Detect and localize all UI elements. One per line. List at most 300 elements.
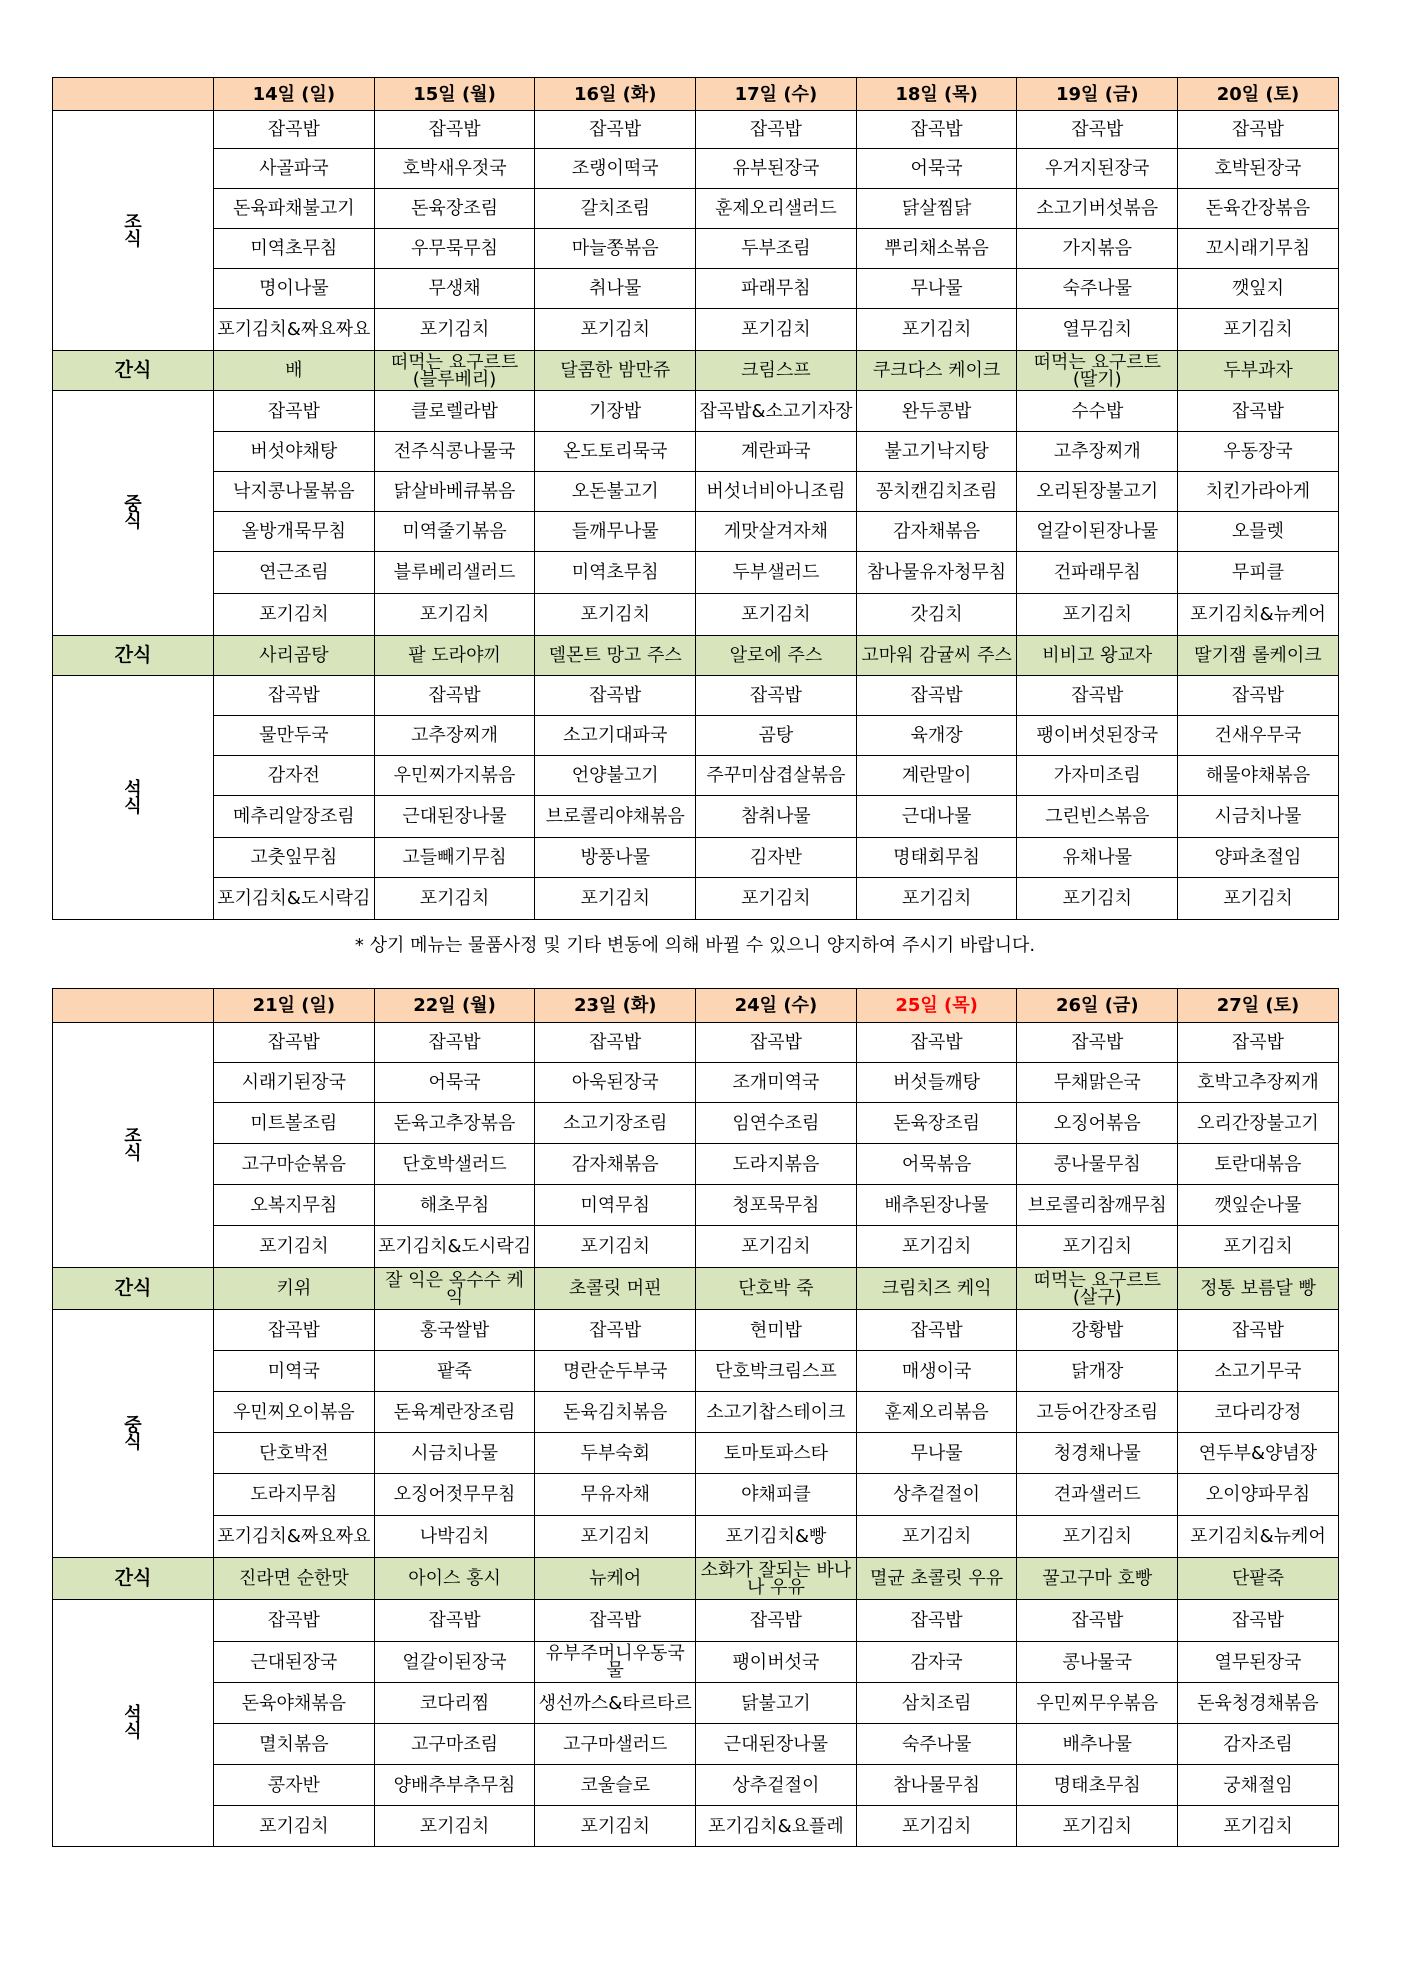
lunch-row xyxy=(53,1310,1339,1351)
snack-item: 뉴케어 xyxy=(535,1558,696,1600)
menu-item: 열무된장국 xyxy=(1178,1642,1339,1683)
lunch-row xyxy=(53,1351,1339,1392)
snack-item: 딸기잼 롤케이크 xyxy=(1178,636,1339,676)
menu-item: 김자반 xyxy=(696,838,857,878)
menu-item: 잡곡밥 xyxy=(535,1310,696,1351)
day-header: 19일 (금) xyxy=(1017,78,1178,111)
lunch-row xyxy=(53,1516,1339,1558)
menu-item: 명태회무침 xyxy=(856,838,1017,878)
menu-item: 어묵국 xyxy=(374,1063,535,1103)
menu-item: 고추장찌개 xyxy=(374,716,535,756)
menu-item: 근대된장나물 xyxy=(696,1724,857,1765)
menu-item: 돈육고추장볶음 xyxy=(374,1103,535,1144)
day-header: 24일 (수) xyxy=(696,989,857,1023)
menu-item: 오리간장불고기 xyxy=(1178,1103,1339,1144)
menu-item: 포기김치 xyxy=(535,1226,696,1268)
menu-item: 닭살찜닭 xyxy=(856,189,1017,229)
menu-item: 두부숙회 xyxy=(535,1433,696,1474)
menu-item: 미역국 xyxy=(214,1351,375,1392)
menu-item: 잡곡밥&소고기자장 xyxy=(696,391,857,432)
menu-item: 주꾸미삼겹살볶음 xyxy=(696,756,857,796)
menu-item: 미역줄기볶음 xyxy=(374,512,535,552)
lunch-row xyxy=(53,512,1339,552)
menu-item: 잡곡밥 xyxy=(535,111,696,149)
snack-item: 멸균 초콜릿 우유 xyxy=(856,1558,1017,1600)
menu-item: 해물야채볶음 xyxy=(1178,756,1339,796)
menu-item: 연두부&양념장 xyxy=(1178,1433,1339,1474)
menu-item: 포기김치 xyxy=(696,594,857,636)
snack-item: 고마워 감귤씨 주스 xyxy=(856,636,1017,676)
dinner-row xyxy=(53,1642,1339,1683)
menu-item: 돈육김치볶음 xyxy=(535,1392,696,1433)
menu-item: 생선까스&타르타르 xyxy=(535,1683,696,1724)
snack-item: 떠먹는 요구르트 (블루베리) xyxy=(374,351,535,391)
menu-item: 브로콜리참깨무침 xyxy=(1017,1185,1178,1226)
snack-label: 간식 xyxy=(53,1268,214,1310)
menu-item: 미역초무침 xyxy=(535,552,696,594)
menu-item: 깻잎순나물 xyxy=(1178,1185,1339,1226)
menu-item: 취나물 xyxy=(535,269,696,309)
menu-item: 상추겉절이 xyxy=(696,1765,857,1806)
menu-item: 닭개장 xyxy=(1017,1351,1178,1392)
menu-item: 유채나물 xyxy=(1017,838,1178,878)
menu-item: 포기김치 xyxy=(696,309,857,351)
day-header-row xyxy=(53,78,1339,111)
menu-item: 삼치조림 xyxy=(856,1683,1017,1724)
menu-item: 청포묵무침 xyxy=(696,1185,857,1226)
menu-item: 야채피클 xyxy=(696,1474,857,1516)
menu-item: 돈육파채불고기 xyxy=(214,189,375,229)
menu-item: 닭불고기 xyxy=(696,1683,857,1724)
menu-item: 잡곡밥 xyxy=(214,1023,375,1063)
menu-item: 홍국쌀밥 xyxy=(374,1310,535,1351)
lunch-row xyxy=(53,391,1339,432)
menu-item: 도라지볶음 xyxy=(696,1144,857,1185)
snack-item: 아이스 홍시 xyxy=(374,1558,535,1600)
menu-item: 돈육계란장조림 xyxy=(374,1392,535,1433)
menu-item: 시금치나물 xyxy=(1178,796,1339,838)
day-header: 18일 (목) xyxy=(856,78,1017,111)
breakfast-row xyxy=(53,1103,1339,1144)
snack-item: 배 xyxy=(214,351,375,391)
menu-item: 방풍나물 xyxy=(535,838,696,878)
header-corner xyxy=(53,78,214,111)
menu-item: 오리된장불고기 xyxy=(1017,472,1178,512)
lunch-row xyxy=(53,472,1339,512)
menu-item: 팽이버섯국 xyxy=(696,1642,857,1683)
menu-item: 숙주나물 xyxy=(856,1724,1017,1765)
menu-item: 잡곡밥 xyxy=(1178,676,1339,716)
menu-item: 고춧잎무침 xyxy=(214,838,375,878)
menu-item: 소고기대파국 xyxy=(535,716,696,756)
snack-item: 정통 보름달 빵 xyxy=(1178,1268,1339,1310)
menu-item: 미역무침 xyxy=(535,1185,696,1226)
menu-item: 잡곡밥 xyxy=(374,1600,535,1642)
menu-item: 포기김치&도시락김 xyxy=(214,878,375,920)
menu-item: 견과샐러드 xyxy=(1017,1474,1178,1516)
breakfast-row xyxy=(53,1185,1339,1226)
menu-item: 포기김치 xyxy=(535,594,696,636)
menu-item: 포기김치 xyxy=(856,1516,1017,1558)
menu-item: 잡곡밥 xyxy=(535,1023,696,1063)
snack-item: 진라면 순한맛 xyxy=(214,1558,375,1600)
dinner-label: 석 식 xyxy=(53,676,214,920)
menu-item: 가자미조림 xyxy=(1017,756,1178,796)
menu-item: 멸치볶음 xyxy=(214,1724,375,1765)
menu-item: 포기김치 xyxy=(1178,1226,1339,1268)
day-header: 22일 (월) xyxy=(374,989,535,1023)
menu-item: 콩자반 xyxy=(214,1765,375,1806)
menu-item: 배추나물 xyxy=(1017,1724,1178,1765)
menu-item: 청경채나물 xyxy=(1017,1433,1178,1474)
menu-item: 호박새우젓국 xyxy=(374,149,535,189)
menu-item: 소고기찹스테이크 xyxy=(696,1392,857,1433)
menu-item: 잡곡밥 xyxy=(1017,1600,1178,1642)
menu-item: 연근조림 xyxy=(214,552,375,594)
menu-item: 낙지콩나물볶음 xyxy=(214,472,375,512)
menu-item: 어묵국 xyxy=(856,149,1017,189)
menu-item: 토마토파스타 xyxy=(696,1433,857,1474)
menu-item: 포기김치 xyxy=(1017,878,1178,920)
dinner-row xyxy=(53,1765,1339,1806)
menu-item: 우거지된장국 xyxy=(1017,149,1178,189)
breakfast-row xyxy=(53,1063,1339,1103)
snack-item: 단팥죽 xyxy=(1178,1558,1339,1600)
snack-item: 잘 익은 옥수수 케익 xyxy=(374,1268,535,1310)
menu-item: 포기김치 xyxy=(1017,1806,1178,1847)
snack1-row xyxy=(53,1268,1339,1310)
menu-item: 게맛살겨자채 xyxy=(696,512,857,552)
breakfast-label: 조 식 xyxy=(53,111,214,351)
day-header: 25일 (목) xyxy=(856,989,1017,1023)
lunch-row xyxy=(53,1433,1339,1474)
menu-item: 포기김치 xyxy=(856,1806,1017,1847)
menu-item: 포기김치&뉴케어 xyxy=(1178,594,1339,636)
menu-item: 돈육간장볶음 xyxy=(1178,189,1339,229)
dinner-row xyxy=(53,676,1339,716)
day-header: 27일 (토) xyxy=(1178,989,1339,1023)
menu-item: 돈육청경채볶음 xyxy=(1178,1683,1339,1724)
menu-item: 포기김치 xyxy=(214,1806,375,1847)
menu-item: 감자국 xyxy=(856,1642,1017,1683)
menu-item: 포기김치 xyxy=(1178,1806,1339,1847)
menu-item: 포기김치&요플레 xyxy=(696,1806,857,1847)
breakfast-row xyxy=(53,149,1339,189)
menu-item: 잡곡밥 xyxy=(856,1600,1017,1642)
breakfast-label: 조 식 xyxy=(53,1023,214,1268)
menu-item: 잡곡밥 xyxy=(1178,1600,1339,1642)
menu-item: 곰탕 xyxy=(696,716,857,756)
menu-item: 잡곡밥 xyxy=(1178,111,1339,149)
menu-item: 소고기장조림 xyxy=(535,1103,696,1144)
menu-item: 근대나물 xyxy=(856,796,1017,838)
menu-item: 양배추부추무침 xyxy=(374,1765,535,1806)
menu-item: 단호박크림스프 xyxy=(696,1351,857,1392)
menu-item: 잡곡밥 xyxy=(1017,111,1178,149)
lunch-row xyxy=(53,552,1339,594)
snack-item: 단호박 죽 xyxy=(696,1268,857,1310)
menu-item: 포기김치 xyxy=(374,309,535,351)
snack-item: 사리곰탕 xyxy=(214,636,375,676)
snack-item: 떠먹는 요구르트 (살구) xyxy=(1017,1268,1178,1310)
menu-item: 잡곡밥 xyxy=(696,1600,857,1642)
menu-item: 뿌리채소볶음 xyxy=(856,229,1017,269)
menu-item: 참나물유자청무침 xyxy=(856,552,1017,594)
menu-item: 고구마조림 xyxy=(374,1724,535,1765)
menu-item: 물만두국 xyxy=(214,716,375,756)
snack-item: 알로에 주스 xyxy=(696,636,857,676)
menu-item: 단호박전 xyxy=(214,1433,375,1474)
menu-item: 계란말이 xyxy=(856,756,1017,796)
menu-item: 두부조림 xyxy=(696,229,857,269)
breakfast-row xyxy=(53,269,1339,309)
week1-menu-table xyxy=(52,77,1339,920)
menu-item: 메추리알장조림 xyxy=(214,796,375,838)
menu-item: 궁채절임 xyxy=(1178,1765,1339,1806)
menu-item: 단호박샐러드 xyxy=(374,1144,535,1185)
menu-item: 완두콩밥 xyxy=(856,391,1017,432)
menu-item: 임연수조림 xyxy=(696,1103,857,1144)
breakfast-row xyxy=(53,1226,1339,1268)
menu-item: 포기김치 xyxy=(696,878,857,920)
menu-item: 포기김치 xyxy=(1017,1226,1178,1268)
snack-item: 델몬트 망고 주스 xyxy=(535,636,696,676)
menu-item: 포기김치 xyxy=(856,309,1017,351)
menu-item: 고추장찌개 xyxy=(1017,432,1178,472)
menu-item: 깻잎지 xyxy=(1178,269,1339,309)
menu-item: 조개미역국 xyxy=(696,1063,857,1103)
menu-item: 버섯들깨탕 xyxy=(856,1063,1017,1103)
menu-item: 갈치조림 xyxy=(535,189,696,229)
menu-item: 우민찌오이볶음 xyxy=(214,1392,375,1433)
breakfast-row xyxy=(53,1023,1339,1063)
menu-item: 포기김치 xyxy=(696,1226,857,1268)
dinner-row xyxy=(53,756,1339,796)
breakfast-row xyxy=(53,189,1339,229)
dinner-row xyxy=(53,1724,1339,1765)
week2-menu-table xyxy=(52,988,1339,1847)
menu-item: 감자전 xyxy=(214,756,375,796)
menu-item: 명이나물 xyxy=(214,269,375,309)
menu-item: 감자채볶음 xyxy=(856,512,1017,552)
menu-item: 포기김치 xyxy=(535,878,696,920)
menu-item: 그린빈스볶음 xyxy=(1017,796,1178,838)
notice-text: * 상기 메뉴는 물품사정 및 기타 변동에 의해 바뀔 수 있으니 양지하여 주시기 바랍니다. xyxy=(354,935,1036,956)
menu-item: 잡곡밥 xyxy=(1017,676,1178,716)
menu-item: 꽁치캔김치조림 xyxy=(856,472,1017,512)
menu-item: 치킨가라아게 xyxy=(1178,472,1339,512)
menu-item: 명태초무침 xyxy=(1017,1765,1178,1806)
menu-item: 고들빼기무침 xyxy=(374,838,535,878)
menu-item: 감자조림 xyxy=(1178,1724,1339,1765)
breakfast-row xyxy=(53,229,1339,269)
menu-item: 잡곡밥 xyxy=(696,1023,857,1063)
menu-item: 열무김치 xyxy=(1017,309,1178,351)
dinner-row xyxy=(53,1806,1339,1847)
lunch-row xyxy=(53,1474,1339,1516)
menu-item: 오돈불고기 xyxy=(535,472,696,512)
menu-item: 포기김치 xyxy=(856,1226,1017,1268)
day-header-row xyxy=(53,989,1339,1023)
menu-item: 나박김치 xyxy=(374,1516,535,1558)
menu-item: 마늘쫑볶음 xyxy=(535,229,696,269)
menu-item: 잡곡밥 xyxy=(374,111,535,149)
menu-item: 포기김치&빵 xyxy=(696,1516,857,1558)
snack-label: 간식 xyxy=(53,1558,214,1600)
menu-item: 버섯야채탕 xyxy=(214,432,375,472)
menu-item: 팥죽 xyxy=(374,1351,535,1392)
snack-item: 꿀고구마 호빵 xyxy=(1017,1558,1178,1600)
menu-item: 포기김치 xyxy=(374,878,535,920)
menu-item: 포기김치 xyxy=(535,309,696,351)
menu-item: 어묵볶음 xyxy=(856,1144,1017,1185)
dinner-row xyxy=(53,716,1339,756)
menu-item: 토란대볶음 xyxy=(1178,1144,1339,1185)
menu-item: 강황밥 xyxy=(1017,1310,1178,1351)
lunch-label: 중 식 xyxy=(53,391,214,636)
menu-item: 잡곡밥 xyxy=(214,1600,375,1642)
menu-item: 오징어젓무무침 xyxy=(374,1474,535,1516)
menu-item: 잡곡밥 xyxy=(214,676,375,716)
day-header: 16일 (화) xyxy=(535,78,696,111)
menu-item: 포기김치&짜요짜요 xyxy=(214,309,375,351)
menu-item: 포기김치 xyxy=(1178,309,1339,351)
snack-item: 초콜릿 머핀 xyxy=(535,1268,696,1310)
menu-item: 꼬시래기무침 xyxy=(1178,229,1339,269)
lunch-row xyxy=(53,432,1339,472)
dinner-row xyxy=(53,796,1339,838)
snack-label: 간식 xyxy=(53,351,214,391)
menu-item: 유부된장국 xyxy=(696,149,857,189)
day-header: 17일 (수) xyxy=(696,78,857,111)
menu-item: 오징어볶음 xyxy=(1017,1103,1178,1144)
header-corner xyxy=(53,989,214,1023)
menu-item: 소고기버섯볶음 xyxy=(1017,189,1178,229)
menu-item: 콩나물국 xyxy=(1017,1642,1178,1683)
snack2-row xyxy=(53,636,1339,676)
breakfast-row xyxy=(53,111,1339,149)
snack-item: 팥 도라야끼 xyxy=(374,636,535,676)
dinner-label: 석 식 xyxy=(53,1600,214,1847)
dinner-row xyxy=(53,1600,1339,1642)
menu-item: 우무묵무침 xyxy=(374,229,535,269)
dinner-row xyxy=(53,878,1339,920)
snack-item: 크림치즈 케익 xyxy=(856,1268,1017,1310)
menu-item: 잡곡밥 xyxy=(696,676,857,716)
menu-item: 잡곡밥 xyxy=(214,391,375,432)
menu-item: 계란파국 xyxy=(696,432,857,472)
menu-item: 훈제오리볶음 xyxy=(856,1392,1017,1433)
menu-item: 무나물 xyxy=(856,269,1017,309)
snack-item: 비비고 왕교자 xyxy=(1017,636,1178,676)
menu-item: 잡곡밥 xyxy=(856,1310,1017,1351)
lunch-label: 중 식 xyxy=(53,1310,214,1558)
menu-item: 포기김치 xyxy=(1178,878,1339,920)
menu-item: 잡곡밥 xyxy=(856,676,1017,716)
day-header: 26일 (금) xyxy=(1017,989,1178,1023)
menu-item: 잡곡밥 xyxy=(535,1600,696,1642)
dinner-row xyxy=(53,838,1339,878)
menu-item: 잡곡밥 xyxy=(1178,391,1339,432)
menu-item: 오복지무침 xyxy=(214,1185,375,1226)
menu-item: 해초무침 xyxy=(374,1185,535,1226)
menu-item: 전주식콩나물국 xyxy=(374,432,535,472)
menu-item: 무채맑은국 xyxy=(1017,1063,1178,1103)
menu-item: 사골파국 xyxy=(214,149,375,189)
menu-item: 배추된장나물 xyxy=(856,1185,1017,1226)
menu-item: 시금치나물 xyxy=(374,1433,535,1474)
menu-item: 포기김치 xyxy=(374,594,535,636)
menu-item: 참취나물 xyxy=(696,796,857,838)
snack1-row xyxy=(53,351,1339,391)
menu-item: 잡곡밥 xyxy=(535,676,696,716)
menu-item: 아욱된장국 xyxy=(535,1063,696,1103)
snack-item: 달콤한 밤만쥬 xyxy=(535,351,696,391)
menu-item: 포기김치 xyxy=(374,1806,535,1847)
menu-item: 미역초무침 xyxy=(214,229,375,269)
menu-item: 갓김치 xyxy=(856,594,1017,636)
menu-item: 매생이국 xyxy=(856,1351,1017,1392)
menu-item: 포기김치 xyxy=(214,1226,375,1268)
menu-item: 포기김치 xyxy=(1017,594,1178,636)
menu-item: 돈육장조림 xyxy=(374,189,535,229)
menu-item: 포기김치&뉴케어 xyxy=(1178,1516,1339,1558)
menu-item: 잡곡밥 xyxy=(374,676,535,716)
menu-item: 숙주나물 xyxy=(1017,269,1178,309)
day-header: 15일 (월) xyxy=(374,78,535,111)
menu-item: 호박된장국 xyxy=(1178,149,1339,189)
menu-item: 닭살바베큐볶음 xyxy=(374,472,535,512)
menu-item: 소고기무국 xyxy=(1178,1351,1339,1392)
menu-item: 호박고추장찌개 xyxy=(1178,1063,1339,1103)
menu-item: 올방개묵무침 xyxy=(214,512,375,552)
snack-item: 쿠크다스 케이크 xyxy=(856,351,1017,391)
menu-item: 유부주머니우동국물 xyxy=(535,1642,696,1683)
menu-item: 두부샐러드 xyxy=(696,552,857,594)
menu-item: 조랭이떡국 xyxy=(535,149,696,189)
breakfast-row xyxy=(53,309,1339,351)
menu-item: 건새우무국 xyxy=(1178,716,1339,756)
snack-item: 떠먹는 요구르트 (딸기) xyxy=(1017,351,1178,391)
snack-item: 크림스프 xyxy=(696,351,857,391)
menu-item: 돈육야채볶음 xyxy=(214,1683,375,1724)
menu-item: 참나물무침 xyxy=(856,1765,1017,1806)
menu-item: 불고기낙지탕 xyxy=(856,432,1017,472)
menu-item: 얼갈이된장국 xyxy=(374,1642,535,1683)
day-header: 14일 (일) xyxy=(214,78,375,111)
breakfast-row xyxy=(53,1144,1339,1185)
menu-item: 잡곡밥 xyxy=(696,111,857,149)
menu-item: 건파래무침 xyxy=(1017,552,1178,594)
snack-item: 소화가 잘되는 바나나 우유 xyxy=(696,1558,857,1600)
snack-item: 키위 xyxy=(214,1268,375,1310)
dinner-row xyxy=(53,1683,1339,1724)
snack-item: 두부과자 xyxy=(1178,351,1339,391)
menu-item: 언양불고기 xyxy=(535,756,696,796)
menu-item: 브로콜리야채볶음 xyxy=(535,796,696,838)
menu-item: 잡곡밥 xyxy=(374,1023,535,1063)
menu-item: 상추겉절이 xyxy=(856,1474,1017,1516)
menu-item: 훈제오리샐러드 xyxy=(696,189,857,229)
menu-item: 기장밥 xyxy=(535,391,696,432)
snack2-row xyxy=(53,1558,1339,1600)
menu-item: 감자채볶음 xyxy=(535,1144,696,1185)
menu-item: 포기김치 xyxy=(535,1516,696,1558)
menu-item: 잡곡밥 xyxy=(856,111,1017,149)
menu-item: 잡곡밥 xyxy=(214,111,375,149)
menu-item: 들깨무나물 xyxy=(535,512,696,552)
menu-item: 잡곡밥 xyxy=(1178,1023,1339,1063)
